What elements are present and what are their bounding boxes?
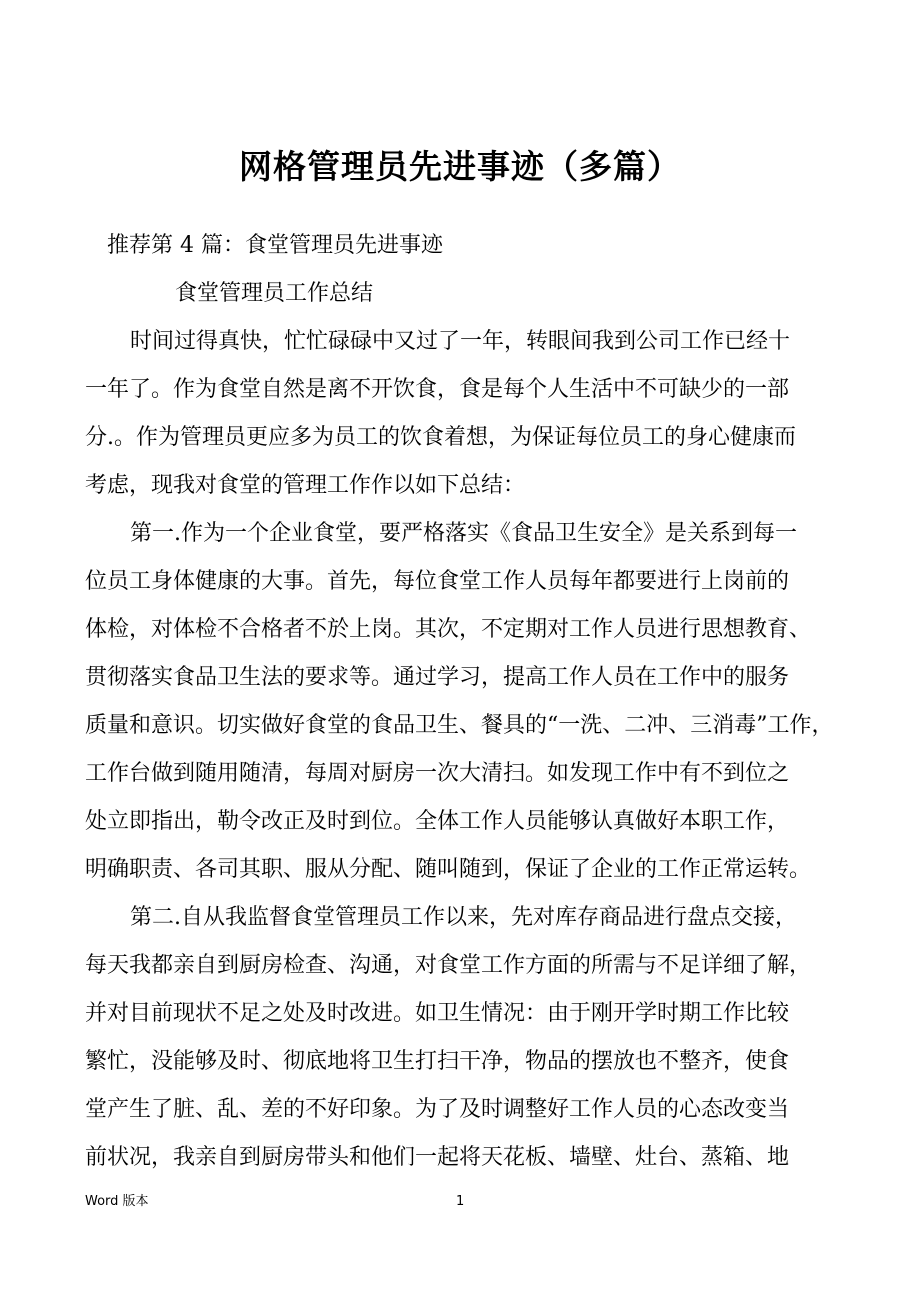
document-title: 网格管理员先进事迹（多篇） (239, 147, 681, 186)
body-line: 每天我都亲自到厨房检查、沟通，对食堂工作方面的所需与不足详细了解， (85, 953, 812, 978)
body-line: 分.。作为管理员更应多为员工的饮食着想，为保证每位员工的身心健康而 (85, 425, 796, 450)
body-line: 体检，对体检不合格者不於上岗。其次，不定期对工作人员进行思想教育、 (85, 617, 812, 642)
page-number: 1 (456, 1194, 465, 1209)
body-line: 并对目前现状不足之处及时改进。如卫生情况：由于刚开学时期工作比较 (85, 1001, 790, 1026)
body-line: 时间过得真快，忙忙碌碌中又过了一年，转眼间我到公司工作已经十 (130, 329, 791, 354)
section-heading: 推荐第 4 篇：食堂管理员先进事迹 (107, 233, 443, 258)
body-line: 前状况，我亲自到厨房带头和他们一起将天花板、墙壁、灶台、蒸箱、地 (85, 1145, 790, 1170)
body-line: 第二.自从我监督食堂管理员工作以来，先对库存商品进行盘点交接， (130, 905, 797, 930)
body-line: 第一.作为一个企业食堂，要严格落实《食品卫生安全》是关系到每一 (130, 521, 797, 546)
body-line: 质量和意识。切实做好食堂的食品卫生、餐具的“一洗、二冲、三消毒”工作， (85, 713, 834, 738)
footer-version-label: Word 版本 (85, 1194, 149, 1209)
body-line: 一年了。作为食堂自然是离不开饮食，食是每个人生活中不可缺少的一部 (85, 377, 790, 402)
body-line: 处立即指出，勒令改正及时到位。全体工作人员能够认真做好本职工作， (85, 809, 790, 834)
sub-heading: 食堂管理员工作总结 (175, 281, 374, 306)
body-line: 明确职责、各司其职、服从分配、随叫随到，保证了企业的工作正常运转。 (85, 857, 812, 882)
body-line: 繁忙，没能够及时、彻底地将卫生打扫干净，物品的摆放也不整齐，使食 (85, 1049, 790, 1074)
body-line: 工作台做到随用随清，每周对厨房一次大清扫。如发现工作中有不到位之 (85, 761, 790, 786)
body-line: 贯彻落实食品卫生法的要求等。通过学习，提高工作人员在工作中的服务 (85, 665, 790, 690)
body-line: 堂产生了脏、乱、差的不好印象。为了及时调整好工作人员的心态改变当 (85, 1097, 790, 1122)
body-line: 考虑，现我对食堂的管理工作作以如下总结： (85, 473, 526, 498)
body-line: 位员工身体健康的大事。首先，每位食堂工作人员每年都要进行上岗前的 (85, 569, 790, 594)
